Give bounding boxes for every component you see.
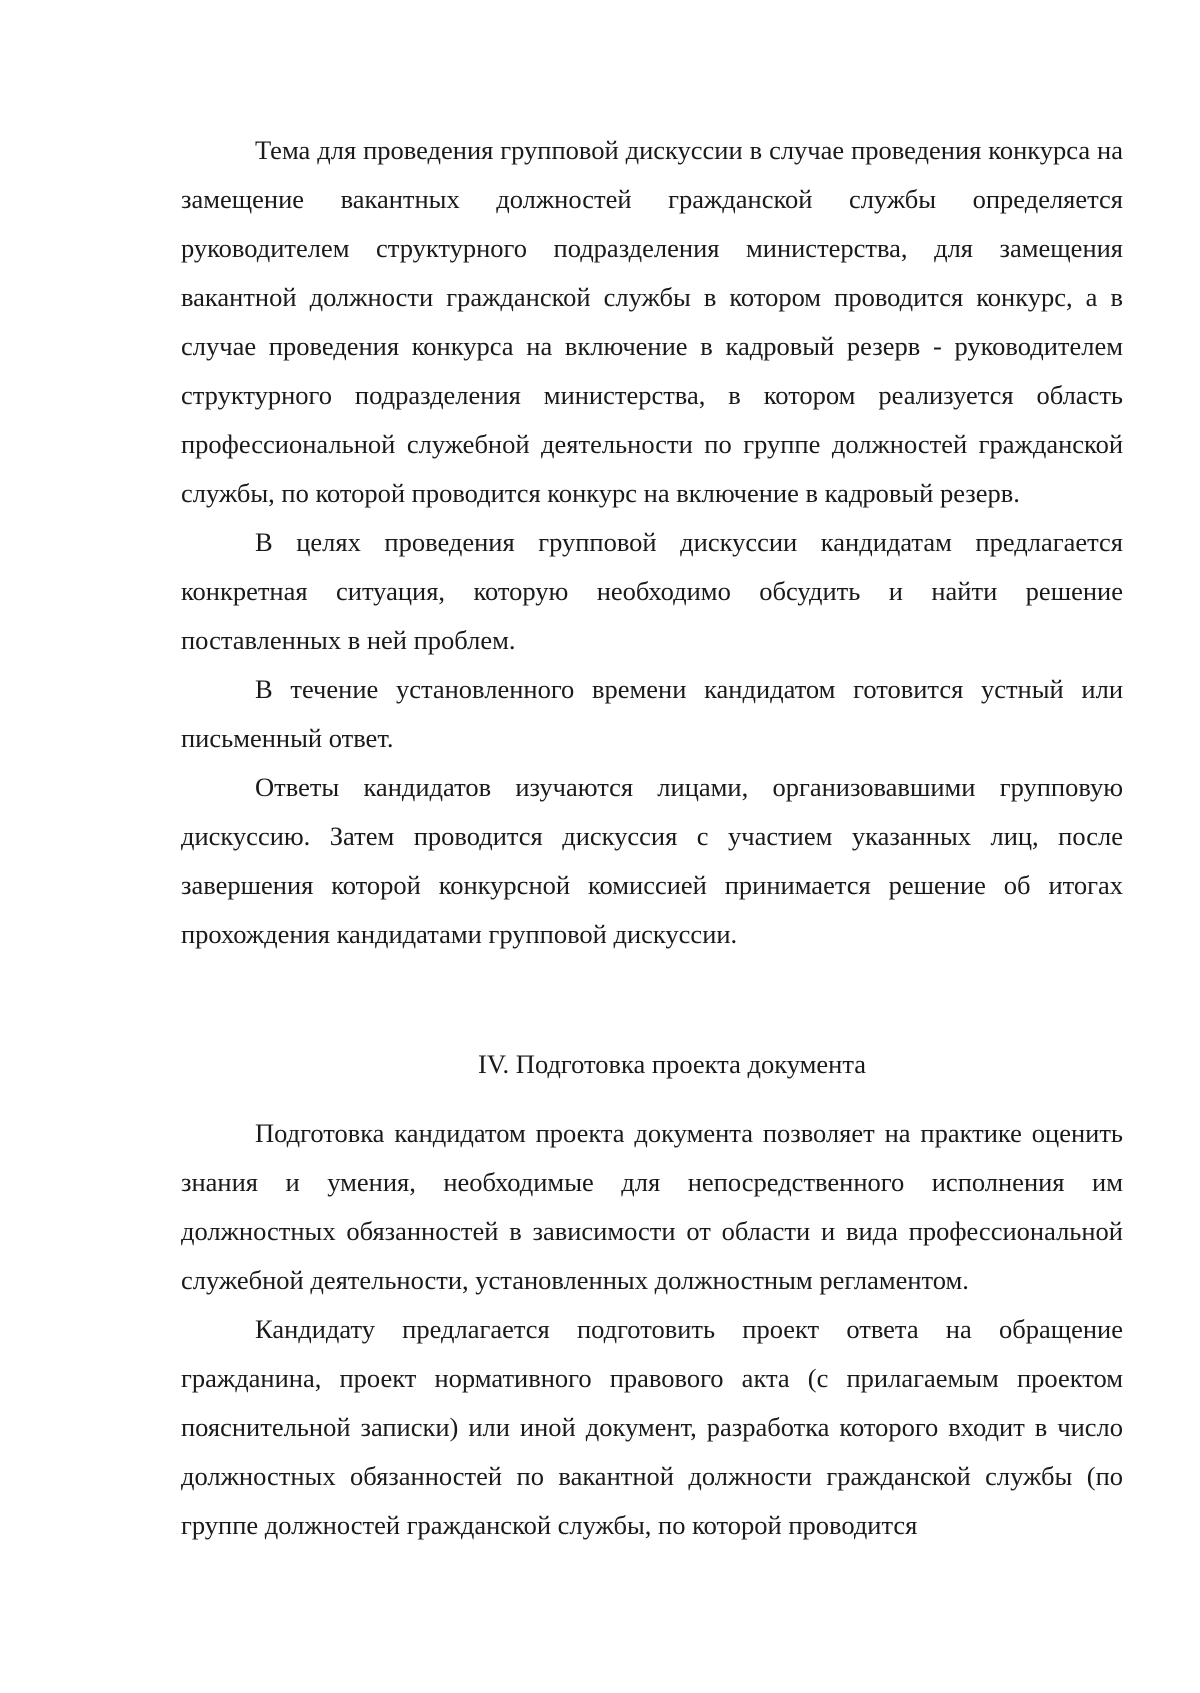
body-text-top	[181, 126, 1123, 959]
paragraph-candidate-answer: В течение установленного времени кандидатом готовится устный или письменный ответ.	[181, 674, 1123, 753]
section-heading: IV. Подготовка проекта документа	[478, 1049, 866, 1079]
paragraph-document-preparation: Подготовка кандидатом проекта документа позволяет на практике оценить знания и умения, необходимые для непосредственного исполнения им должностных обязанностей в зависимости от области и вида профессиональной служебной деятельности, установленных должностным регламентом.	[181, 1118, 1123, 1295]
paragraph-discussion-topic: Тема для проведения групповой дискуссии в случае проведения конкурса на замещение вакантных должностей гражданской службы определяется руководителем структурного подразделения министерства, для замещения вакантной должности гражданской службы в котором проводится конкурс, а в случае проведения конкурса на включение в кадровый резерв - руководителем структурного подразделения министерства, в котором реализуется область профессиональной служебной деятельности по группе должностей гражданской службы, по которой проводится конкурс на включение в кадровый резерв.	[181, 135, 1123, 508]
paragraph-answers-review: Ответы кандидатов изучаются лицами, организовавшими групповую дискуссию. Затем проводится дискуссия с участием указанных лиц, после завершения которой конкурсной комиссией принимается решение об итогах прохождения кандидатами групповой дискуссии.	[181, 772, 1123, 949]
paragraph-candidate-task: Кандидату предлагается подготовить проект ответа на обращение гражданина, проект нормативного правового акта (с прилагаемым проектом пояснительной записки) или иной документ, разработка которого входит в число должностных обязанностей по вакантной должности гражданской службы (по группе должностей гражданской службы, по которой проводится	[181, 1314, 1123, 1540]
body-text-bottom	[181, 1109, 1123, 1550]
paragraph-discussion-situation: В целях проведения групповой дискуссии кандидатам предлагается конкретная ситуация, которую необходимо обсудить и найти решение поставленных в ней проблем.	[181, 527, 1123, 655]
